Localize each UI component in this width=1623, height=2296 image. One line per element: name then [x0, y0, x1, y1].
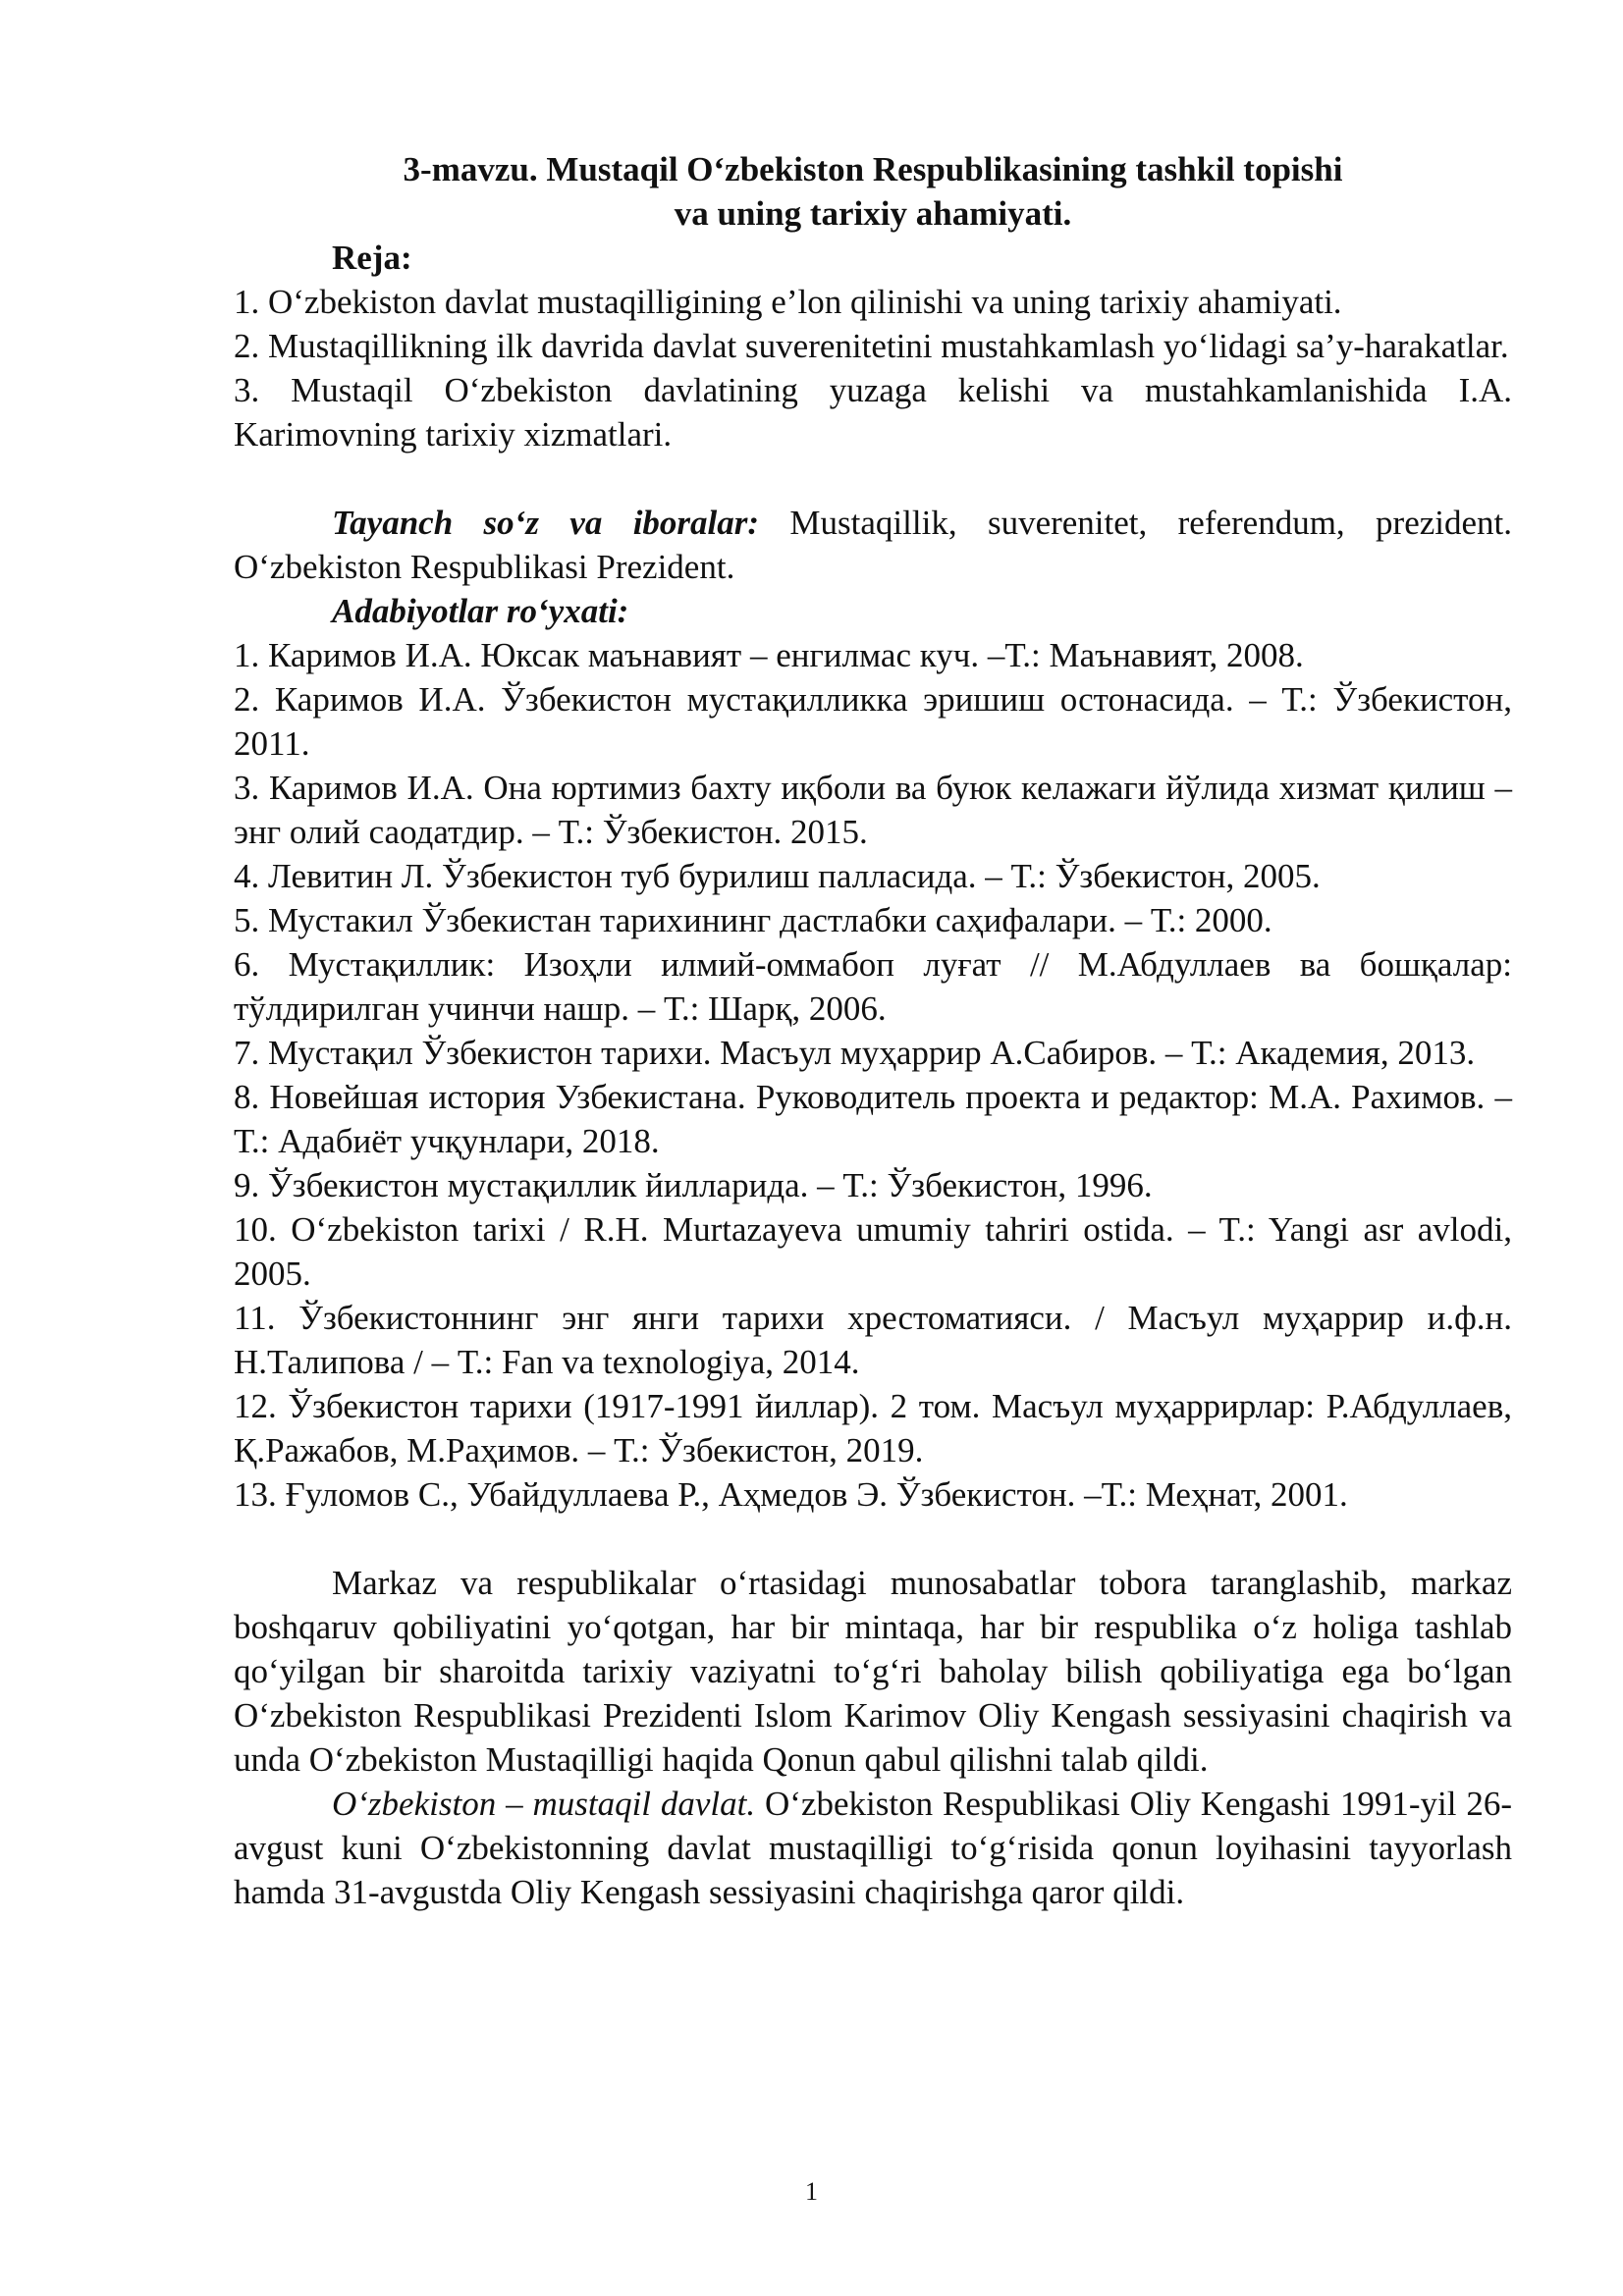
plan-item: 2. Mustaqillikning ilk davrida davlat suverenitetini mustahkamlash yo‘lidagi sa’y-harakatlar.: [234, 327, 1509, 365]
references-heading: Adabiyotlar ro‘yxati:: [332, 592, 629, 630]
body-paragraph-2: [234, 1782, 1512, 1914]
reference-item: 6. Мустақиллик: Изоҳли илмий-оммабоп луғат // М.Абдуллаев ва бошқалар: тўлдирилган учинчи нашр. – Т.: Шарқ, 2006.: [234, 945, 1512, 1028]
reference-item: 8. Новейшая история Узбекистана. Руководитель проекта и редактор: М.А. Рахимов. – Т.: Адабиёт учқунлари, 2018.: [234, 1078, 1512, 1160]
body-paragraph-1: Markaz va respublikalar o‘rtasidagi munosabatlar tobora taranglashib, markaz boshqaruv qobiliyatini yo‘qotgan, har bir mintaqa, har bir respublika o‘z holiga tashlab qo‘yilgan bir sharoitda tarixiy vaziyatni to‘g‘ri baholay bilish qobiliyatiga ega bo‘lgan O‘zbekiston Respublikasi Prezidenti Islom Karimov Oliy Kengash sessiyasini chaqirish va unda O‘zbekiston Mustaqilligi haqida Qonun qabul qilishni talab qildi.: [234, 1564, 1512, 1779]
reference-item: 4. Левитин Л. Ўзбекистон туб бурилиш палласида. – Т.: Ўзбекистон, 2005.: [234, 857, 1321, 895]
keywords-label: Tayanch so‘z va iboralar:: [332, 504, 760, 542]
title-line-2: va uning tarixiy ahamiyati.: [674, 194, 1072, 233]
reference-item: 7. Мустақил Ўзбекистон тарихи. Масъул муҳаррир А.Сабиров. – Т.: Академия, 2013.: [234, 1034, 1476, 1072]
keywords-text: Mustaqillik, suverenitet, referendum, prezident. O‘zbekiston Respublikasi Prezident.: [234, 504, 1512, 586]
plan-list: [234, 280, 1512, 456]
reference-item: 13. Ғуломов С., Убайдуллаева Р., Аҳмедов Э. Ўзбекистон. –Т.: Меҳнат, 2001.: [234, 1475, 1348, 1514]
reference-item: 11. Ўзбекистоннинг энг янги тарихи хрестоматияси. / Масъул муҳаррир и.ф.н. Н.Талипова / – Т.: Fan va texnologiya, 2014.: [234, 1299, 1512, 1381]
reference-item: 1. Каримов И.А. Юксак маънавият – енгилмас куч. –Т.: Маънавият, 2008.: [234, 636, 1304, 674]
plan-heading: Reja:: [332, 239, 412, 277]
paragraph-text: O‘zbekiston Respublikasi Oliy Kengashi 1991-yil 26-avgust kuni O‘zbekistonning davlat mustaqilligi to‘g‘risida qonun loyihasini tayyorlash hamda 31-avgustda Oliy Kengash sessiyasini chaqirishga qaror qildi.: [234, 1785, 1512, 1911]
title-line-1: 3-mavzu. Mustaqil O‘zbekiston Respublikasining tashkil topishi: [403, 150, 1343, 188]
spacer: [234, 456, 1512, 501]
reference-item: 3. Каримов И.А. Она юртимиз бахту иқболи ва буюк келажаги йўлида хизмат қилиш – энг олий саодатдир. – Т.: Ўзбекистон. 2015.: [234, 769, 1512, 851]
reference-item: 5. Мустакил Ўзбекистан тарихининг дастлабки саҳифалари. – Т.: 2000.: [234, 901, 1272, 939]
reference-item: 10. O‘zbekiston tarixi / R.H. Murtazayeva umumiy tahriri ostida. – T.: Yangi asr avlodi, 2005.: [234, 1210, 1512, 1293]
reference-item: 2. Каримов И.А. Ўзбекистон мустақилликка эришиш остонасида. – Т.: Ўзбекистон, 2011.: [234, 680, 1512, 763]
title-block: [234, 147, 1512, 236]
page-number: 1: [805, 2177, 818, 2206]
document-page: [234, 147, 1512, 1914]
spacer: [234, 1517, 1512, 1561]
reference-item: 12. Ўзбекистон тарихи (1917-1991 йиллар). 2 том. Масъул муҳаррирлар: Р.Абдуллаев, Қ.Ражабов, М.Раҳимов. – Т.: Ўзбекистон, 2019.: [234, 1387, 1512, 1469]
reference-item: 9. Ўзбекистон мустақиллик йилларида. – Т.: Ўзбекистон, 1996.: [234, 1166, 1153, 1204]
keywords-paragraph: [234, 501, 1512, 589]
paragraph-lead: O‘zbekiston – mustaqil davlat.: [332, 1785, 756, 1823]
plan-item: 1. O‘zbekiston davlat mustaqilligining e’lon qilinishi va uning tarixiy ahamiyati.: [234, 283, 1342, 321]
references-list: [234, 633, 1512, 1517]
plan-item: 3. Mustaqil O‘zbekiston davlatining yuzaga kelishi va mustahkamlanishida I.A. Karimovning tarixiy xizmatlari.: [234, 371, 1512, 454]
